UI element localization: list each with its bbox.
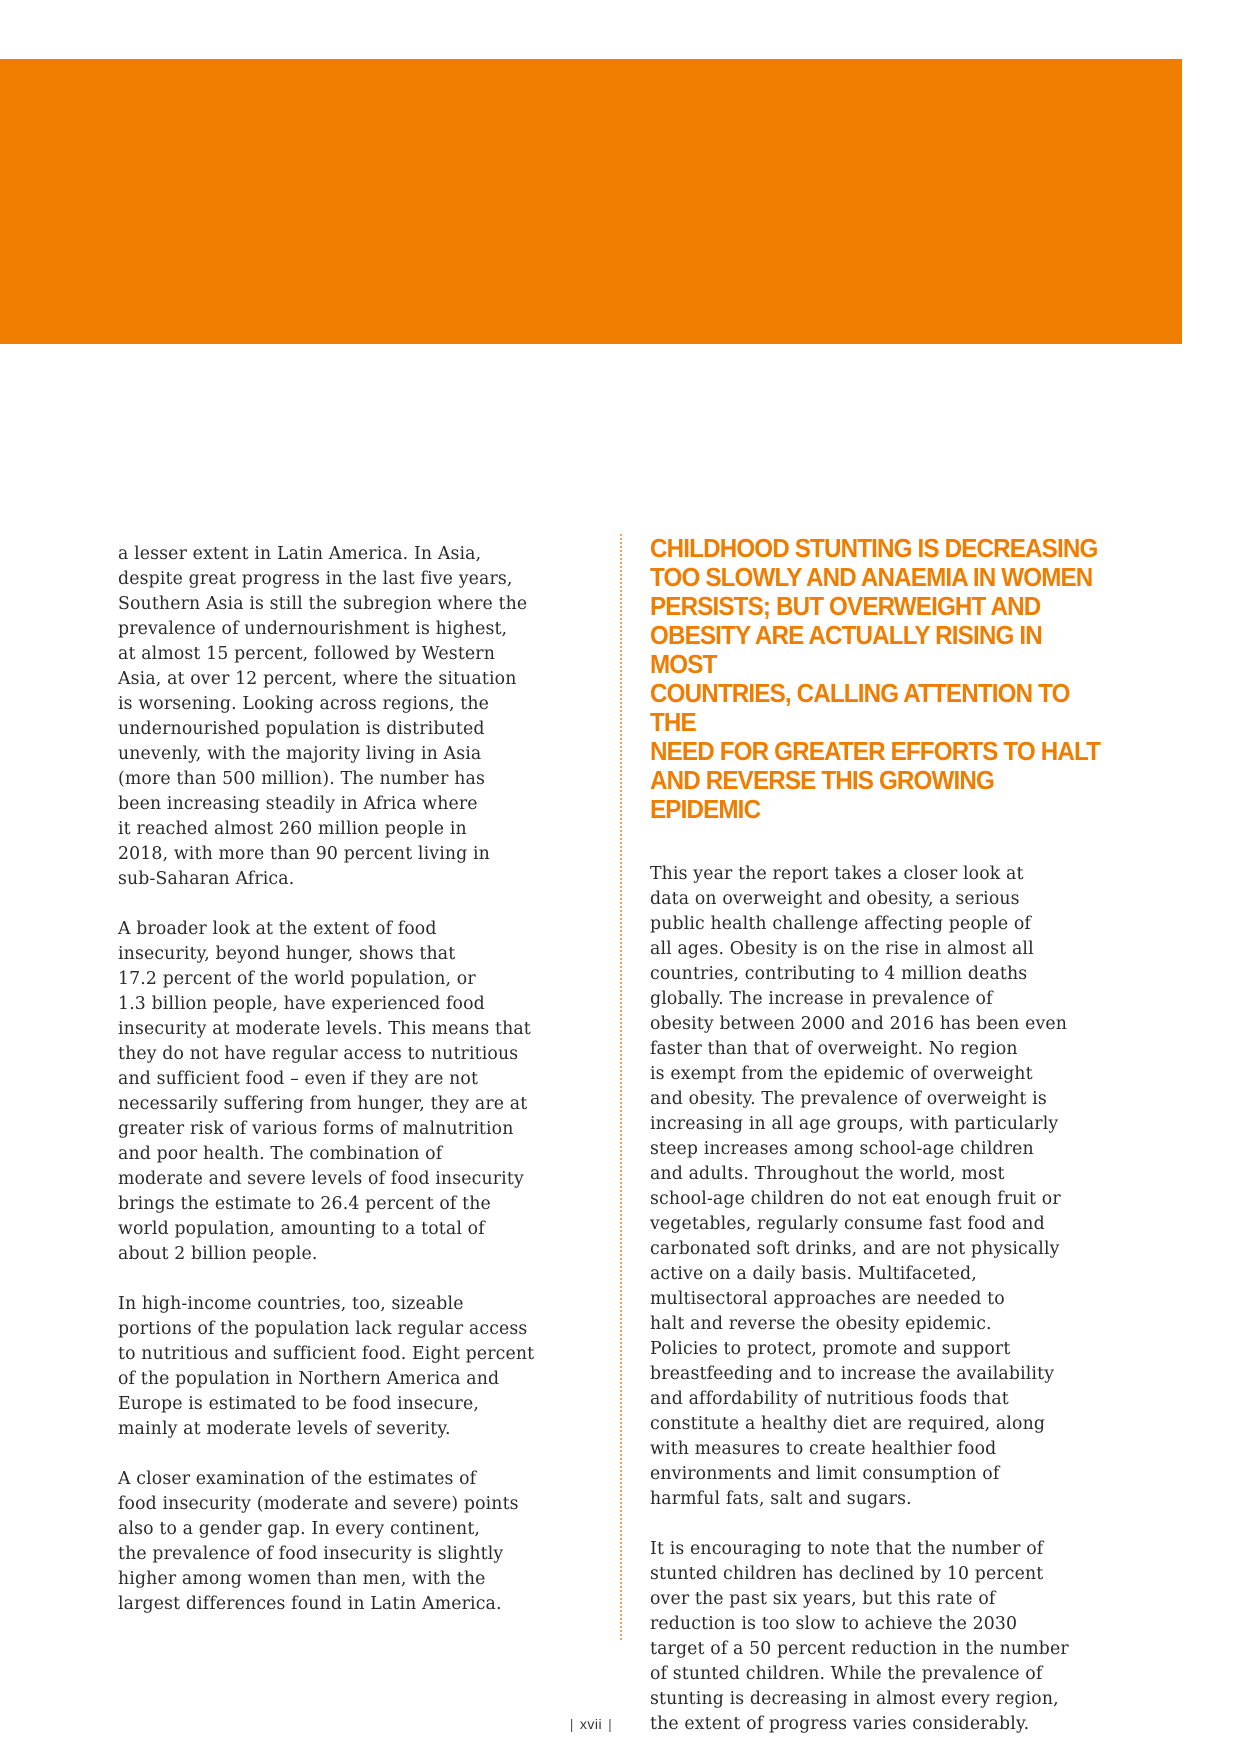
paragraph: a lesser extent in Latin America. In Asia, despite great progress in the last five years, Southern Asia is still the subregion where the prevalence of undernourishment is highest, at almost 15 percent, followed by Western Asia, at over 12 percent, where the situation is worsening. Looking across regions, the undernourished population is distributed unevenly, with the majority living in Asia (more than 500 million). The number has been increasing steadily in Africa where it reached almost 260 million people in 2018, with more than 90 percent living in sub-Saharan Africa. [118, 544, 528, 889]
left-column [118, 542, 578, 1642]
right-column [650, 534, 1110, 1762]
paragraph: It is encouraging to note that the number of stunted children has declined by 10 percent over the past six years, but this rate of reduction is too slow to achieve the 2030 target of a 50 percent reduction in the number of stunted children. While the prevalence of stunting is decreasing in almost every region, the extent of progress varies considerably. [650, 1539, 1069, 1734]
paragraph: This year the report takes a closer look at data on overweight and obesity, a serious public health challenge affecting people of all ages. Obesity is on the rise in almost all countries, contributing to 4 million deaths globally. The increase in prevalence of obesity between 2000 and 2016 has been even faster than that of overweight. No region is exempt from the epidemic of overweight and obesity. The prevalence of overweight is increasing in all age groups, with particularly steep increases among school-age children and adults. Throughout the world, most school-age children do not eat enough fruit or vegetables, regularly consume fast food and carbonated soft drinks, and are not physically active on a daily basis. Multifaceted, multisectoral approaches are needed to halt and reverse the obesity epidemic. Policies to protect, promote and support breastfeeding and to increase the availability and affordability of nutritious foods that constitute a healthy diet are required, along with measures to create healthier food environments and limit consumption of harmful fats, salt and sugars. [650, 864, 1068, 1509]
paragraph: In high-income countries, too, sizeable portions of the population lack regular access to nutritious and sufficient food. Eight percent of the population in Northern America and Europe is estimated to be food insecure, mainly at moderate levels of severity. [118, 1294, 535, 1439]
page-number-value: xvii [579, 1716, 603, 1732]
section-heading: CHILDHOOD STUNTING IS DECREASING TOO SLOWLY AND ANAEMIA IN WOMEN PERSISTS; BUT OVERWEIGHT AND OBESITY ARE ACTUALLY RISING IN MOST COUNTRIES, CALLING ATTENTION TO THE NEED FOR GREATER EFFORTS TO HALT AND REVERSE THIS GROWING EPIDEMIC [650, 533, 1101, 824]
paragraph: A broader look at the extent of food insecurity, beyond hunger, shows that 17.2 percent of the world population, or 1.3 billion people, have experienced food insecurity at moderate levels. This means that they do not have regular access to nutritious and sufficient food – even if they are not necessarily suffering from hunger, they are at greater risk of various forms of malnutrition and poor health. The combination of moderate and severe levels of food insecurity brings the estimate to 26.4 percent of the world population, amounting to a total of about 2 billion people. [118, 919, 531, 1264]
paragraph: A closer examination of the estimates of food insecurity (moderate and severe) points also to a gender gap. In every continent, the prevalence of food insecurity is slightly higher among women than men, with the largest differences found in Latin America. [118, 1469, 519, 1614]
separator-right: | [608, 1716, 613, 1732]
separator-left: | [569, 1716, 574, 1732]
column-divider [620, 534, 622, 1640]
header-banner [0, 59, 1182, 344]
page-number [0, 1716, 1182, 1732]
